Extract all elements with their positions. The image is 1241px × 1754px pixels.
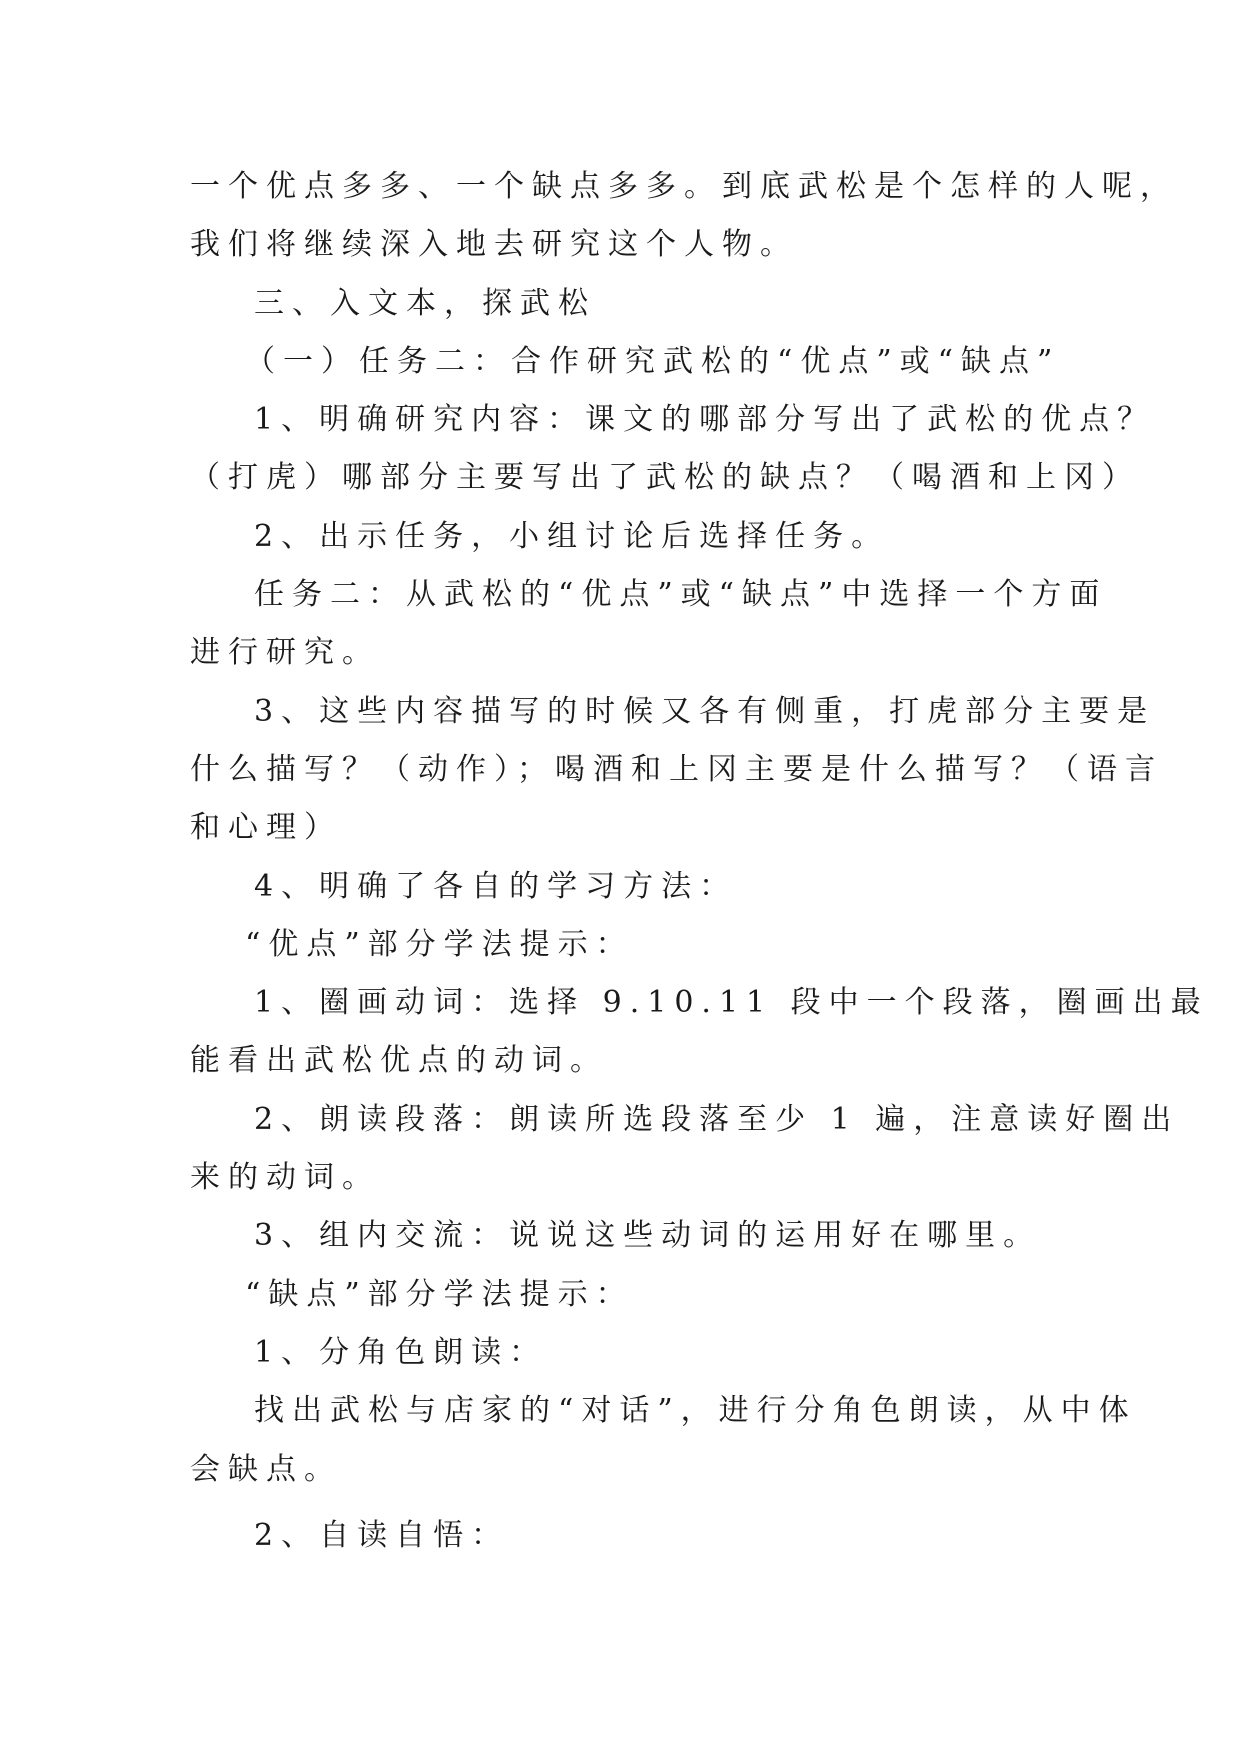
paragraph-line: 1、明确研究内容：课文的哪部分写出了武松的优点？ bbox=[254, 402, 1156, 438]
paragraph-line: 能看出武松优点的动词。 bbox=[190, 1043, 608, 1079]
paragraph-line: （打虎）哪部分主要写出了武松的缺点？（喝酒和上冈） bbox=[190, 460, 1140, 496]
subsection-heading: （一）任务二：合作研究武松的“优点”或“缺点” bbox=[245, 343, 1061, 379]
paragraph-line: 什么描写？（动作）；喝酒和上冈主要是什么描写？（语言 bbox=[190, 751, 1163, 787]
paragraph-line: 我们将继续深入地去研究这个人物。 bbox=[190, 227, 798, 263]
paragraph-line: 1、分角色朗读： bbox=[254, 1334, 548, 1370]
document-page bbox=[190, 158, 1209, 1565]
paragraph-line: 来的动词。 bbox=[190, 1160, 380, 1196]
paragraph-line: 1、圈画动词：选择 9.10.11 段中一个段落，圈画出最 bbox=[254, 985, 1209, 1021]
subsection-heading: “优点”部分学法提示： bbox=[245, 926, 634, 962]
paragraph-line: 4、明确了各自的学习方法： bbox=[254, 868, 738, 904]
paragraph-line: 找出武松与店家的“对话”，进行分角色朗读，从中体 bbox=[254, 1393, 1137, 1429]
paragraph-line: 2、出示任务，小组讨论后选择任务。 bbox=[254, 518, 890, 554]
subsection-heading: “缺点”部分学法提示： bbox=[245, 1276, 634, 1312]
paragraph-line: 进行研究。 bbox=[190, 635, 380, 671]
paragraph-line: 会缺点。 bbox=[190, 1451, 342, 1487]
paragraph-line: 一个优点多多、一个缺点多多。到底武松是个怎样的人呢， bbox=[190, 169, 1178, 204]
paragraph-line: 任务二：从武松的“优点”或“缺点”中选择一个方面 bbox=[254, 577, 1108, 613]
paragraph-line: 2、自读自悟： bbox=[254, 1517, 510, 1553]
paragraph-line: 2、朗读段落：朗读所选段落至少 1 遍，注意读好圈出 bbox=[254, 1101, 1180, 1137]
section-heading: 三、入文本，探武松 bbox=[254, 285, 596, 321]
paragraph-line: 3、组内交流：说说这些动词的运用好在哪里。 bbox=[254, 1218, 1042, 1254]
paragraph-line: 和心理） bbox=[190, 810, 342, 846]
paragraph-line: 3、这些内容描写的时候又各有侧重，打虎部分主要是 bbox=[254, 693, 1156, 729]
